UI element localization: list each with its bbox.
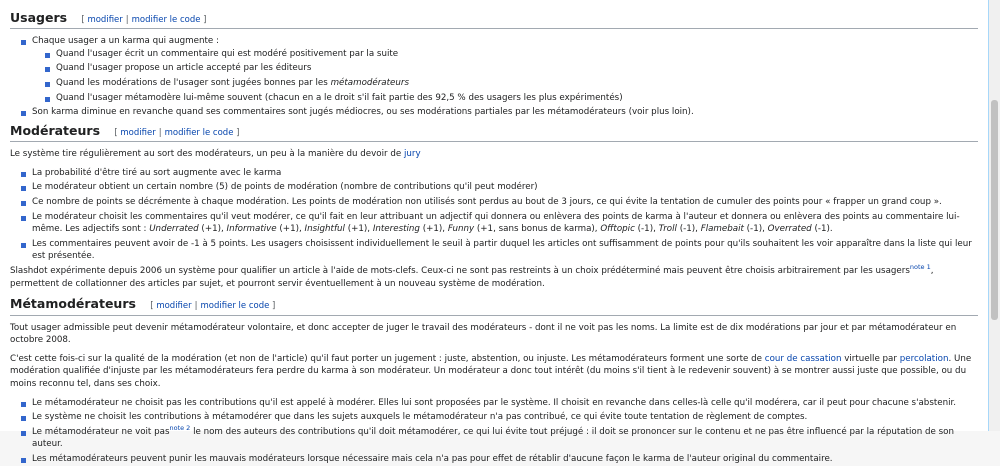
adjective-note: (-1), xyxy=(743,224,768,235)
metamoderateurs-p2: C'est cette fois-ci sur la qualité de la modération (et non de l'article) qu'il faut porter un jugement : juste, abstention, ou injuste. Les métamodérateurs forment une sorte de cour de cassation virtuelle par percolation. Une modération qualifiée d'injuste par les métamodérateurs fera perdre du karma à son modérateur. Un modérateur a donc tout intérêt (du moins s'il tient à le redevenir souvent) à se montrer aussi juste que possible, ou du moins reconnu tel, dans ses choix. xyxy=(10,353,972,389)
adjective-note: (+1), xyxy=(344,224,373,235)
adjective-note: (-1). xyxy=(811,224,833,235)
adjective-term: Insightful xyxy=(304,224,345,235)
list-item: Le métamodérateur ne voit pas$^{note 2}$ le nom des auteurs des contributions qu'il doit métamodérer, ce qui lui évite tout préjugé : il doit se prononcer sur le contenu et ne pas être influencé par la réputation de son auteur. xyxy=(32,426,978,451)
list-item: Quand l'usager propose un article accepté par les éditeurs xyxy=(56,62,978,75)
edit-code-link[interactable]: modifier le code xyxy=(164,127,234,138)
metamoderateurs-list xyxy=(10,397,978,466)
cour-de-cassation-link[interactable]: cour de cassation xyxy=(764,353,842,364)
adjective-term: Overrated xyxy=(767,224,812,235)
usagers-list xyxy=(10,35,978,119)
section-title: Usagers xyxy=(10,10,68,25)
percolation-link[interactable]: percolation xyxy=(899,353,949,364)
moderateurs-closing: Slashdot expérimente depuis 2006 un système pour qualifier un article à l'aide de mots-clefs. Ceux-ci ne sont pas restreints à un choix prédéterminé mais peuvent être choisis arbitrairement par les usagers$^{note 1}$, permettent de collationner des articles par sujet, et pourront servir éventuellement à un nouveau système de modération. xyxy=(10,263,934,289)
adjective-note: (+1), xyxy=(419,224,448,235)
edit-links: [ modifier | modifier le code ] xyxy=(81,15,207,25)
adjective-note: (+1), xyxy=(276,224,305,235)
edit-links: [ modifier | modifier le code ] xyxy=(114,127,240,138)
list-item: Quand l'usager métamodère lui-même souvent (chacun en a le droit s'il fait partie des 92,5 % des usagers les plus expérimentés) xyxy=(56,92,978,105)
adjective-note: (-1), xyxy=(676,224,701,235)
list-item: Le modérateur choisit les commentaires qu'il veut modérer, ce qu'il fait en leur attribuant un adjectif qui donnera ou enlèvera des points de karma à l'auteur et donnera ou enlèvera des points au commentaire lui-même. Les adjectifs sont : Underrated (+1), Informative (+1), Insightful (+1), Interesting (+1), Funny (+1, sans bonus de karma), Offtopic (-1), Troll (-1), Flamebait (-1), Overrated (-1). xyxy=(32,211,978,236)
adjective-note: (+1, sans bonus de karma), xyxy=(474,224,601,235)
adjective-note: (+1), xyxy=(198,224,227,235)
adjective-term: Offtopic xyxy=(600,224,635,235)
adjective-term: Funny xyxy=(447,224,475,235)
edit-link[interactable]: modifier xyxy=(156,301,192,312)
section-heading-moderateurs xyxy=(10,123,978,142)
edit-code-link[interactable]: modifier le code xyxy=(200,301,270,312)
scrollbar-thumb[interactable] xyxy=(991,100,998,320)
adjective-term: Flamebait xyxy=(700,224,744,235)
edit-link[interactable]: modifier xyxy=(120,127,156,138)
footnote-ref xyxy=(169,424,190,432)
edit-links: [ modifier | modifier le code ] xyxy=(150,301,276,312)
list-item: Le métamodérateur ne choisit pas les contributions qu'il est appelé à modérer. Elles lui sont proposées par le système. Il choisit en revanche dans celles-là celle qu'il modérera, car il peut pour chacune s'abstenir. xyxy=(32,397,978,410)
footnote-ref xyxy=(910,263,931,271)
metamoderateurs-p1: Tout usager admissible peut devenir métamodérateur volontaire, et donc accepter de juger le travail des modérateurs - dont il ne voit pas les noms. La limite est de dix modérations par jour et par métamodérateur en octobre 2008. xyxy=(10,322,957,346)
karma-sublist xyxy=(32,48,978,104)
moderateurs-intro: Le système tire régulièrement au sort des modérateurs, un peu à la manière du devoir de jury xyxy=(10,149,421,160)
list-item: Les métamodérateurs peuvent punir les mauvais modérateurs lorsque nécessaire mais cela n'a pas pour effet de rétablir d'aucune façon le karma de l'auteur original du commentaire. xyxy=(32,453,978,466)
section-heading-metamoderateurs xyxy=(10,296,978,315)
jury-link[interactable]: jury xyxy=(403,149,421,160)
list-item: Ce nombre de points se décrémente à chaque modération. Les points de modération non utilisés sont perdus au bout de 3 jours, ce qui évite la tentation de cumuler des points pour « frapper un grand coup ». xyxy=(32,196,978,209)
italic-term: métamodérateurs xyxy=(330,78,409,89)
edit-code-link[interactable]: modifier le code xyxy=(131,15,201,25)
list-item: Quand l'usager écrit un commentaire qui est modéré positivement par la suite xyxy=(56,48,978,61)
adjective-note: (-1), xyxy=(634,224,659,235)
list-item: Son karma diminue en revanche quand ses commentaires sont jugés médiocres, ou ses modérations partiales par les métamodérateurs (voir plus loin). xyxy=(32,106,978,119)
scrollbar[interactable] xyxy=(989,0,1000,431)
section-title: Modérateurs xyxy=(10,122,101,138)
section-title: Métamodérateurs xyxy=(10,296,136,312)
list-item: La probabilité d'être tiré au sort augmente avec le karma xyxy=(32,167,978,180)
note-2-link[interactable]: note 2 xyxy=(169,423,191,432)
list-item: Le modérateur obtient un certain nombre (5) de points de modération (nombre de contributions qu'il peut modérer) xyxy=(32,181,978,194)
adjective-term: Informative xyxy=(226,224,277,235)
section-heading-usagers xyxy=(10,10,978,29)
list-item: Quand les modérations de l'usager sont jugées bonnes par les métamodérateurs xyxy=(56,77,978,90)
list-item: Le système ne choisit les contributions à métamodérer que dans les sujets auxquels le métamodérateur n'a pas contribué, ce qui évite toute tentation de règlement de comptes. xyxy=(32,411,978,424)
adjective-term: Underrated xyxy=(149,224,199,235)
adjective-term: Troll xyxy=(658,224,677,235)
adjectives-list xyxy=(149,224,832,234)
list-item: Les commentaires peuvent avoir de -1 à 5 points. Les usagers choisissent individuellement le seuil à partir duquel les articles ont suffisamment de points pour qu'ils souhaitent les voir apparaître dans la liste qui leur est présentée. xyxy=(32,238,978,263)
list-item: Chaque usager a un karma qui augmente : Quand l'usager écrit un commentaire qui est modéré positivement par la suite Quand l'usager propose un article accepté par les éditeurs Quand les modérations de l'usager sont jugées bonnes par les métamodérateurs Quand l'usager métamodère lui-même souvent (chacun en a le droit s'il fait partie des 92,5 % des usagers les plus expérimentés) xyxy=(32,35,978,104)
edit-link[interactable]: modifier xyxy=(87,15,123,25)
note-1-link[interactable]: note 1 xyxy=(909,263,931,272)
adjective-term: Interesting xyxy=(372,224,420,235)
moderateurs-list xyxy=(10,167,978,263)
